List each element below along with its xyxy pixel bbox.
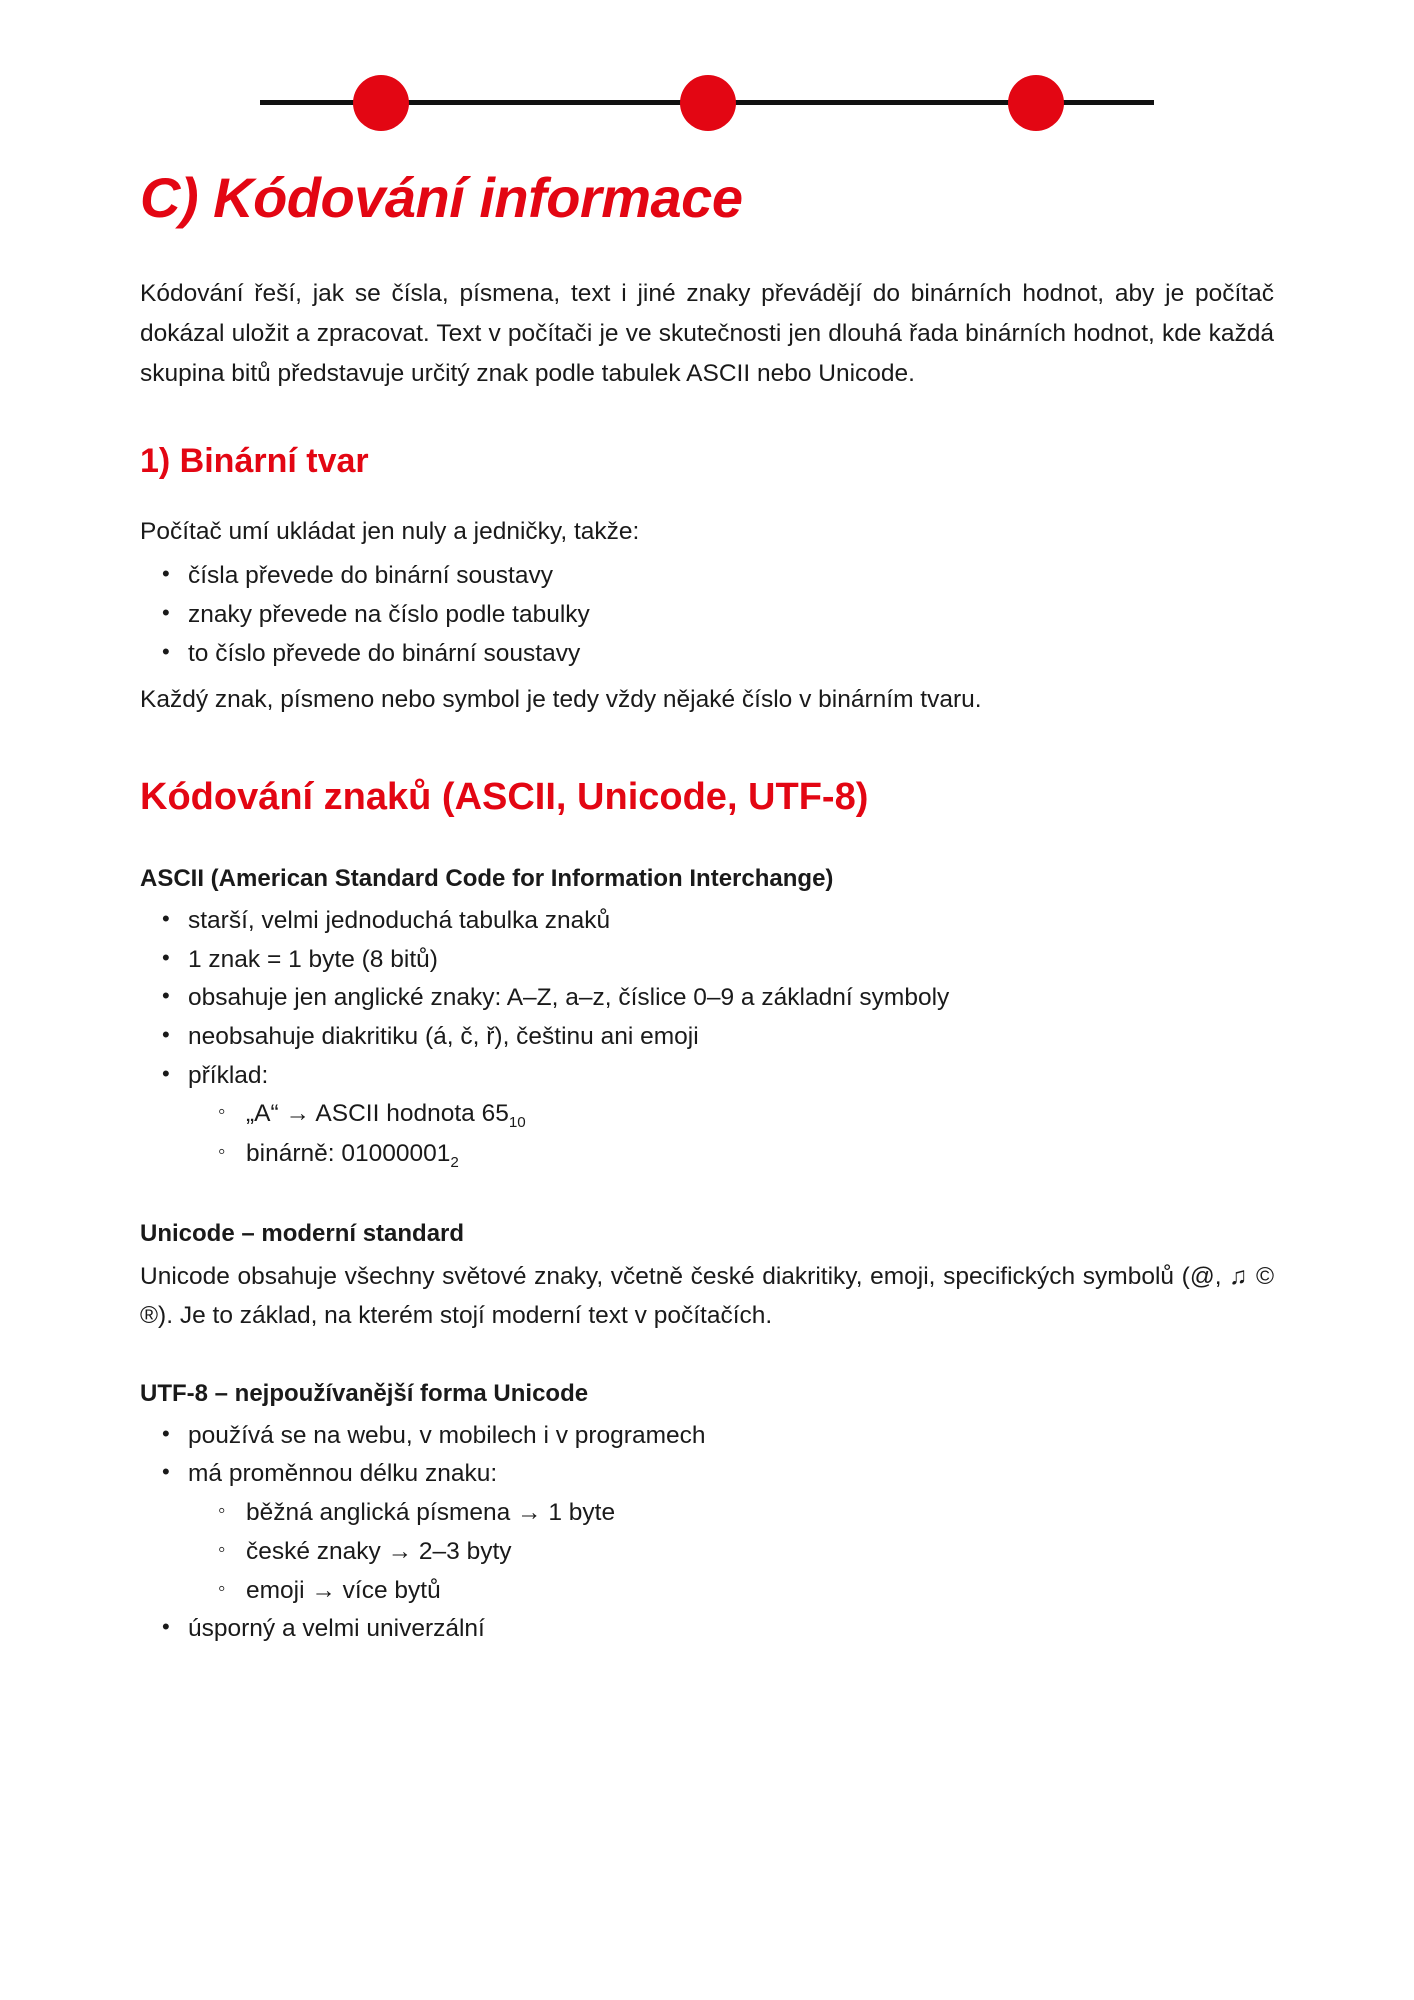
list-item-text: • 1 znak = 1 byte (8 bitů) xyxy=(188,946,438,973)
list-item xyxy=(188,635,1274,674)
binary-lead-text: Počítač umí ukládat jen nuly a jedničky, takže: xyxy=(140,518,640,546)
example-subscript: 10 xyxy=(508,1114,526,1132)
subheading-ascii: ASCII (American Standard Code for Information Interchange) xyxy=(140,865,834,893)
subheading-unicode: Unicode – moderní standard xyxy=(140,1220,465,1248)
list-item-text: • příklad: xyxy=(188,1062,268,1089)
red-dot-icon xyxy=(1008,75,1064,131)
subheading-utf8: UTF-8 – nejpoužívanější forma Unicode xyxy=(140,1380,589,1408)
unicode-paragraph: Unicode obsahuje všechny světové znaky, včetně české diakritiky, emoji, specifických symbolů (@, ♫ © ®). Je to základ, na kterém stojí moderní text v počítačích. xyxy=(140,1262,1274,1329)
list-item xyxy=(188,979,1274,1018)
list-item xyxy=(246,1533,1274,1572)
page-title: C) Kódování informace xyxy=(140,166,743,229)
list-item xyxy=(188,941,1274,980)
list-item-text: • starší, velmi jednoduchá tabulka znaků xyxy=(188,907,610,934)
list-item xyxy=(188,902,1274,941)
list-item xyxy=(246,1095,1274,1135)
list-item-text: • neobsahuje diakritiku (á, č, ř), češtinu ani emoji xyxy=(188,1023,699,1050)
list-item-text: • obsahuje jen anglické znaky: A–Z, a–z, číslice 0–9 a základní symboly xyxy=(188,984,949,1011)
list-item xyxy=(188,596,1274,635)
list-item-text: • znaky převede na číslo podle tabulky xyxy=(188,601,590,628)
utf8-bullet-list xyxy=(140,1417,1274,1649)
list-item xyxy=(188,1417,1274,1456)
list-item-text: ◦ české znaky → 2–3 byty xyxy=(246,1538,512,1565)
example-text: „A“ → ASCII hodnota 65 xyxy=(246,1100,509,1128)
list-item xyxy=(188,1057,1274,1175)
intro-paragraph: Kódování řeší, jak se čísla, písmena, text i jiné znaky převádějí do binárních hodnot, aby je počítač dokázal uložit a zpracovat. Text v počítači je ve skutečnosti jen dlouhá řada binárních hodnot, kde každá skupina bitů představuje určitý znak podle tabulek ASCII nebo Unicode. xyxy=(140,280,1274,387)
list-item-text: ◦ emoji → více bytů xyxy=(246,1577,441,1604)
ascii-bullet-list xyxy=(140,902,1274,1175)
red-dot-icon xyxy=(353,75,409,131)
list-item xyxy=(246,1494,1274,1533)
utf8-sub-list xyxy=(188,1494,1274,1610)
list-item-text: ◦ běžná anglická písmena → 1 byte xyxy=(246,1499,615,1526)
example-text: binárně: 01000001 xyxy=(246,1140,451,1168)
list-item-text: • to číslo převede do binární soustavy xyxy=(188,640,580,667)
list-item xyxy=(188,1455,1274,1610)
list-item xyxy=(246,1135,1274,1175)
binary-bullet-list xyxy=(140,557,1274,673)
section-heading-binary: 1) Binární tvar xyxy=(140,442,369,481)
list-item xyxy=(188,557,1274,596)
list-item-text: • má proměnnou délku znaku: xyxy=(188,1460,497,1487)
list-item-text: • používá se na webu, v mobilech i v programech xyxy=(188,1422,706,1449)
list-item xyxy=(246,1572,1274,1611)
binary-closing-text: Každý znak, písmeno nebo symbol je tedy vždy nějaké číslo v binárním tvaru. xyxy=(140,685,982,713)
list-item-text xyxy=(246,1100,526,1132)
list-item xyxy=(188,1610,1274,1649)
ascii-example-list xyxy=(188,1095,1274,1175)
example-subscript: 2 xyxy=(450,1154,459,1172)
header-decoration xyxy=(140,0,1274,130)
list-item xyxy=(188,1018,1274,1057)
list-item-text xyxy=(246,1140,459,1172)
red-dot-icon xyxy=(680,75,736,131)
list-item-text: • úsporný a velmi univerzální xyxy=(188,1615,485,1642)
list-item-text: • čísla převede do binární soustavy xyxy=(188,562,553,589)
section-heading-charset: Kódování znaků (ASCII, Unicode, UTF-8) xyxy=(140,775,869,818)
